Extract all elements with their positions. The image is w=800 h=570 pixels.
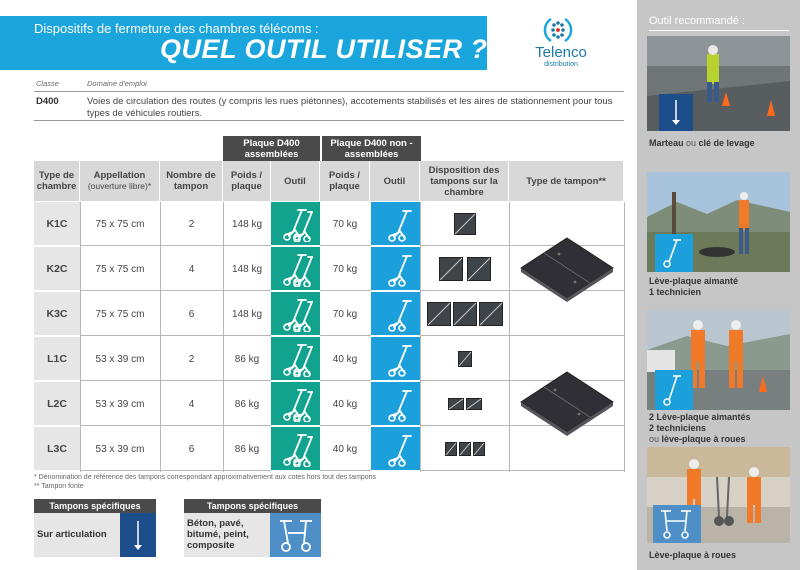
caption-two-line1: 2 Lève-plaque aimantés — [649, 412, 751, 422]
magnetic-lifter-icon — [379, 206, 413, 242]
header-appellation-label: Appellation — [93, 170, 146, 181]
appellation-cell: 53 x 39 cm — [95, 353, 145, 365]
caption-wheeled: Lève-plaque à roues — [649, 550, 737, 560]
photo-magnetic-lifter — [647, 172, 790, 272]
caption-two-or: ou — [649, 434, 662, 444]
caption-two-line3: lève-plaque à roues — [661, 434, 746, 444]
tool-assembled-cell — [271, 292, 320, 336]
weight-assembled-cell: 86 kg — [234, 443, 260, 455]
appellation-cell: 53 x 39 cm — [95, 443, 145, 455]
legend-materials-header: Tampons spécifiques — [184, 499, 321, 513]
two-magnetic-lifters-icon — [279, 206, 313, 242]
tampon-count-cell: 2 — [188, 353, 195, 365]
group-header-non-assembled: Plaque D400 non - assemblées — [322, 136, 421, 161]
tool-non-assembled-cell — [371, 247, 420, 291]
two-magnetic-lifters-icon — [279, 431, 313, 467]
weight-non-assembled-cell: 40 kg — [332, 443, 358, 455]
tampon-count-cell: 4 — [188, 398, 195, 410]
grid-line — [420, 202, 421, 472]
chamber-type-cell: K1C — [34, 202, 80, 246]
magnetic-lifter-icon — [379, 386, 413, 422]
appellation-cell: 75 x 75 cm — [95, 218, 145, 230]
classe-description: Voies de circulation des routes (y compris les rues piétonnes), accotements stabilisés et les aires de stationnement pour tous types de véhicules routiers. — [87, 96, 613, 119]
appellation-cell: 53 x 39 cm — [95, 398, 145, 410]
header-type: Type de chambre — [34, 161, 80, 201]
photo-two-lifters — [647, 310, 790, 410]
tool-non-assembled-cell — [371, 427, 420, 471]
legend-materials-body — [184, 513, 321, 557]
grid-line — [509, 202, 510, 472]
tampon-count-cell: 2 — [188, 218, 195, 230]
disposition-diagram — [448, 398, 482, 410]
classe-code: D400 — [36, 96, 59, 107]
tampon-count-cell: 4 — [188, 263, 195, 275]
tool-non-assembled-cell — [371, 202, 420, 246]
tampon-count-cell: 6 — [188, 308, 195, 320]
tool-assembled-cell — [271, 382, 320, 426]
logo-mark-icon — [542, 14, 574, 46]
disposition-diagram — [427, 302, 503, 326]
weight-assembled-cell: 86 kg — [234, 398, 260, 410]
chamber-type-cell: K2C — [34, 247, 80, 291]
chamber-type-cell: L1C — [34, 337, 80, 381]
grid-line — [624, 202, 625, 472]
header-appellation-sub: (ouverture libre)* — [87, 181, 152, 191]
grid-line — [223, 202, 224, 472]
weight-assembled-cell: 148 kg — [231, 263, 263, 275]
domaine-column-label: Domaine d'emploi — [87, 79, 147, 88]
magnetic-lifter-icon — [379, 341, 413, 377]
magnetic-lifter-icon — [379, 296, 413, 332]
caption-hammer-b: clé de levage — [698, 138, 755, 148]
telenco-logo — [528, 14, 598, 74]
group-header-assembled: Plaque D400 assemblées — [223, 136, 320, 161]
legend-articulation-body — [34, 513, 156, 557]
magnetic-lifter-icon — [379, 251, 413, 287]
logo-name: Telenco — [535, 44, 587, 61]
weight-assembled-cell: 86 kg — [234, 353, 260, 365]
header-type-tampon: Type de tampon** — [509, 161, 624, 201]
grid-line — [160, 202, 161, 472]
appellation-cell: 75 x 75 cm — [95, 308, 145, 320]
weight-non-assembled-cell: 70 kg — [332, 263, 358, 275]
sidebar-divider — [649, 30, 789, 31]
tampon-count-cell: 6 — [188, 443, 195, 455]
header-appellation — [80, 161, 160, 201]
legend-materials-line3: composite — [187, 540, 235, 551]
legend-materials-line2: bitumé, peint, — [187, 529, 249, 540]
legend-materials — [184, 499, 321, 557]
chamber-type-cell: L2C — [34, 382, 80, 426]
legend-materials-line1: Béton, pavé, — [187, 518, 244, 529]
header-poids-non-assembled: Poids / plaque — [320, 161, 370, 201]
disposition-diagram — [439, 257, 491, 281]
weight-non-assembled-cell: 70 kg — [332, 218, 358, 230]
logo-subtext: distribution — [544, 61, 578, 68]
weight-non-assembled-cell: 70 kg — [332, 308, 358, 320]
two-magnetic-lifters-icon — [279, 296, 313, 332]
weight-non-assembled-cell: 40 kg — [332, 353, 358, 365]
tool-non-assembled-cell — [371, 337, 420, 381]
photo-wheeled-lifter — [647, 447, 790, 543]
tool-assembled-cell — [271, 427, 320, 471]
caption-magnetic-line2: 1 technicien — [649, 287, 702, 297]
classe-row — [34, 93, 624, 121]
magnetic-lifter-icon — [379, 431, 413, 467]
disposition-diagram — [458, 351, 472, 367]
page-title: QUEL OUTIL UTILISER ? — [160, 34, 488, 64]
photo-hammer — [647, 36, 790, 131]
weight-assembled-cell: 148 kg — [231, 308, 263, 320]
sidebar — [637, 0, 800, 570]
header-nombre: Nombre de tampon — [160, 161, 223, 201]
chamber-type-cell: K3C — [34, 292, 80, 336]
tool-assembled-cell — [271, 337, 320, 381]
caption-hammer-a: Marteau — [649, 138, 684, 148]
tool-assembled-cell — [271, 247, 320, 291]
caption-two-line2: 2 techniciens — [649, 423, 707, 433]
disposition-diagram — [454, 213, 476, 235]
tool-non-assembled-cell — [371, 382, 420, 426]
header-disposition: Disposition des tampons sur la chambre — [420, 161, 509, 201]
square-tampon-illustration — [517, 232, 617, 304]
rect-tampon-illustration — [517, 366, 617, 438]
legend-articulation — [34, 499, 156, 557]
two-magnetic-lifters-icon — [279, 251, 313, 287]
two-magnetic-lifters-icon — [279, 341, 313, 377]
caption-hammer — [649, 138, 755, 149]
two-magnetic-lifters-icon — [279, 386, 313, 422]
weight-non-assembled-cell: 40 kg — [332, 398, 358, 410]
header-subtitle: Dispositifs de fermeture des chambres télécoms : — [34, 21, 319, 36]
tool-non-assembled-cell — [371, 292, 420, 336]
legend-articulation-header: Tampons spécifiques — [34, 499, 156, 513]
legend-articulation-text: Sur articulation — [37, 529, 107, 540]
caption-magnetic-line1: Lève-plaque aimanté — [649, 276, 739, 286]
appellation-cell: 75 x 75 cm — [95, 263, 145, 275]
grid-line — [80, 202, 81, 472]
classe-column-label: Classe — [36, 79, 59, 88]
hammer-tool-icon — [120, 513, 156, 557]
header-poids-assembled: Poids / plaque — [223, 161, 271, 201]
caption-magnetic — [649, 276, 738, 298]
sidebar-title: Outil recommandé : — [649, 15, 745, 27]
caption-two-lifters — [649, 412, 751, 445]
header-outil-non-assembled: Outil — [370, 161, 420, 201]
classe-header-row — [34, 78, 624, 92]
header-outil-assembled: Outil — [271, 161, 320, 201]
footnote-1: * Dénomination de référence des tampons correspondant approximativement aux cotes hors tout des tampons — [34, 474, 377, 481]
tool-assembled-cell — [271, 202, 320, 246]
caption-hammer-or: ou — [683, 138, 699, 148]
chamber-type-cell: L3C — [34, 427, 80, 471]
wheeled-lifter-icon — [270, 513, 321, 557]
disposition-diagram — [445, 442, 485, 456]
footnote-2: ** Tampon fonte — [34, 483, 84, 490]
weight-assembled-cell: 148 kg — [231, 218, 263, 230]
